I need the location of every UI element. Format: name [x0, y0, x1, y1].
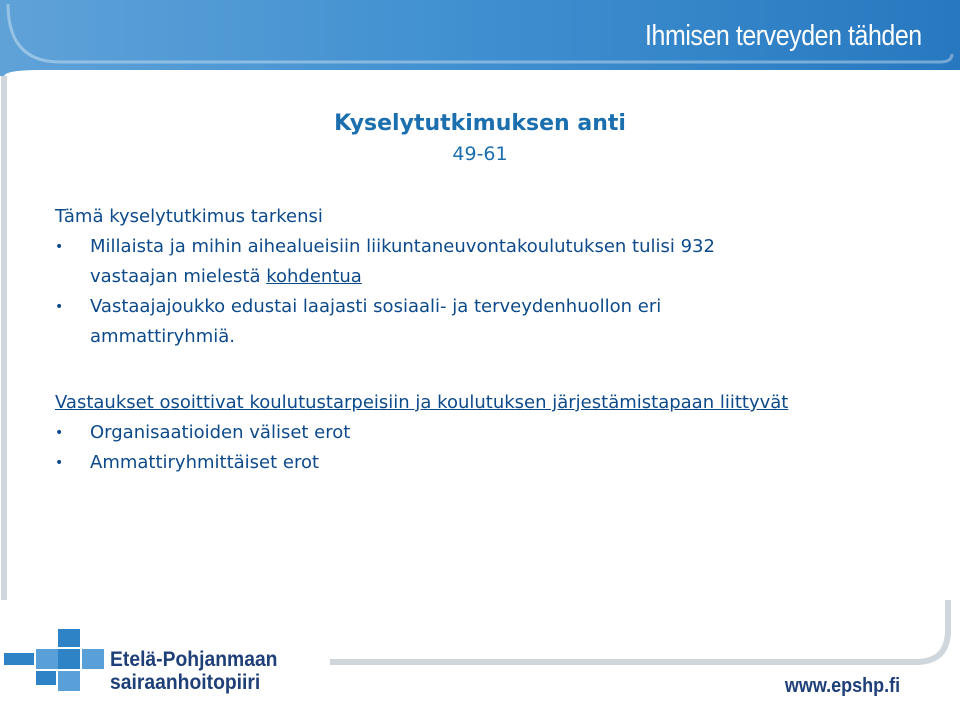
section-heading: Vastaukset osoittivat koulutustarpeisiin ja koulutuksen järjestämistapaan liittyvät — [55, 392, 789, 413]
list-item — [55, 418, 935, 448]
list-item-text: ammattiryhmiä. — [90, 326, 235, 347]
bullet-list — [55, 418, 935, 478]
list-item-text: vastaajan mielestä — [90, 266, 267, 287]
bullet-icon: • — [55, 299, 64, 315]
list-item — [55, 232, 935, 292]
list-item — [55, 448, 935, 478]
logo-line: sairaanhoitopiiri — [110, 671, 261, 694]
underlined-text: kohdentua — [266, 266, 362, 287]
list-item-text: Organisaatioiden väliset erot — [90, 422, 351, 443]
slide-title: Kyselytutkimuksen anti — [334, 111, 626, 136]
list-item — [55, 292, 935, 352]
organization-logo-text — [110, 648, 277, 694]
hospital-cross-logo-icon — [0, 625, 110, 695]
list-item-text: Vastaajajoukko edustai laajasti sosiaali- ja terveydenhuollon eri — [90, 296, 662, 317]
bullet-icon: • — [55, 455, 64, 471]
logo-line: Etelä-Pohjanmaan — [110, 648, 278, 671]
header-slogan: Ihmisen terveyden tähden — [645, 20, 922, 52]
slide-body — [55, 202, 935, 478]
bullet-list — [55, 232, 935, 352]
list-item-text: Millaista ja mihin aihealueisiin liikuntaneuvontakoulutuksen tulisi 932 — [90, 236, 715, 257]
bullet-icon: • — [55, 239, 64, 255]
slide-subtitle: 49-61 — [452, 143, 508, 165]
list-item-text: Ammattiryhmittäiset erot — [90, 452, 320, 473]
bullet-icon: • — [55, 425, 64, 441]
section-heading: Tämä kyselytutkimus tarkensi — [55, 206, 323, 227]
website-link[interactable]: www.epshp.fi — [784, 675, 900, 697]
